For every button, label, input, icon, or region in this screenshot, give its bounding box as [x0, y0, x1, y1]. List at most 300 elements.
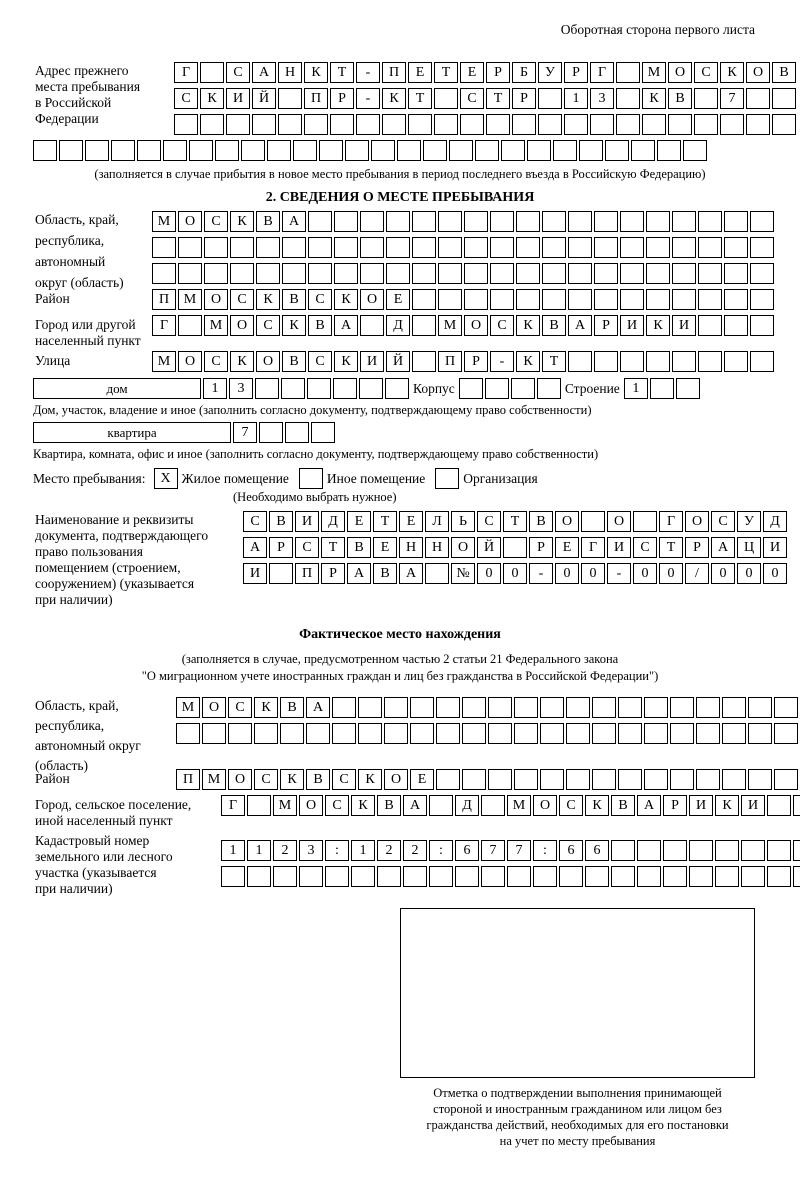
street-cell-7[interactable]: С — [308, 351, 332, 372]
document-cell-3[interactable]: И — [295, 511, 319, 532]
document-cell-20[interactable]: У — [737, 511, 761, 532]
document-cell-16[interactable]: 0 — [633, 563, 657, 584]
document-cell-10[interactable]: 0 — [477, 563, 501, 584]
fact-region-cell-12[interactable] — [462, 723, 486, 744]
cadastre-cell-2[interactable]: 1 — [247, 840, 271, 861]
fact-region-cell-11[interactable] — [436, 723, 460, 744]
prev-address-cell-20[interactable] — [668, 114, 692, 135]
prev-address-cell-8[interactable]: - — [356, 62, 380, 83]
prev-address-cell-10[interactable] — [267, 140, 291, 161]
street-cell-3[interactable]: С — [204, 351, 228, 372]
fact-city-cell-22[interactable] — [767, 795, 791, 816]
prev-address-cell-17[interactable] — [449, 140, 473, 161]
street-cell-5[interactable]: О — [256, 351, 280, 372]
document-cell-12[interactable]: Р — [529, 537, 553, 558]
cadastre-cell-21[interactable] — [741, 866, 765, 887]
document-cell-18[interactable]: / — [685, 563, 709, 584]
prev-address-cell-5[interactable] — [137, 140, 161, 161]
stroenie-cell-3[interactable] — [676, 378, 700, 399]
prev-address-cell-21[interactable]: С — [694, 62, 718, 83]
region-cell-10[interactable] — [386, 237, 410, 258]
fact-region-cell-9[interactable] — [384, 697, 408, 718]
document-cell-12[interactable]: - — [529, 563, 553, 584]
region-cell-24[interactable] — [750, 211, 774, 232]
district-cell-6[interactable]: В — [282, 289, 306, 310]
region-cell-8[interactable] — [334, 211, 358, 232]
prev-address-cell-12[interactable]: Е — [460, 62, 484, 83]
prev-address-cell-25[interactable] — [657, 140, 681, 161]
document-cell-6[interactable]: В — [373, 563, 397, 584]
prev-address-cell-21[interactable] — [553, 140, 577, 161]
street-cell-13[interactable]: Р — [464, 351, 488, 372]
prev-address-cell-16[interactable] — [564, 114, 588, 135]
prev-address-row-2[interactable] — [174, 88, 798, 109]
prev-address-cell-23[interactable] — [746, 114, 770, 135]
document-cell-2[interactable]: Р — [269, 537, 293, 558]
prev-address-cell-15[interactable] — [538, 114, 562, 135]
document-cell-16[interactable] — [633, 511, 657, 532]
section3-region-row-1[interactable] — [176, 697, 800, 718]
region-cell-23[interactable] — [724, 237, 748, 258]
prev-address-cell-2[interactable] — [59, 140, 83, 161]
prev-address-cell-19[interactable]: М — [642, 62, 666, 83]
city-cell-20[interactable]: К — [646, 315, 670, 336]
region-cell-17[interactable] — [568, 211, 592, 232]
district-cell-13[interactable] — [464, 289, 488, 310]
prev-address-cell-5[interactable] — [278, 114, 302, 135]
document-cell-11[interactable]: 0 — [503, 563, 527, 584]
prev-address-cell-7[interactable] — [189, 140, 213, 161]
document-cell-13[interactable]: О — [555, 511, 579, 532]
document-cell-7[interactable]: Н — [399, 537, 423, 558]
street-cell-24[interactable] — [750, 351, 774, 372]
fact-region-cell-18[interactable] — [618, 697, 642, 718]
fact-city-cell-20[interactable]: К — [715, 795, 739, 816]
region-cell-8[interactable] — [334, 237, 358, 258]
fact-city-cell-12[interactable]: М — [507, 795, 531, 816]
fact-region-cell-15[interactable] — [540, 723, 564, 744]
prev-address-cell-8[interactable] — [215, 140, 239, 161]
city-cell-2[interactable] — [178, 315, 202, 336]
section3-city-row[interactable] — [221, 795, 800, 816]
region-cell-12[interactable] — [438, 211, 462, 232]
region-cell-13[interactable] — [464, 211, 488, 232]
document-cell-19[interactable]: А — [711, 537, 735, 558]
fact-region-cell-5[interactable]: В — [280, 697, 304, 718]
document-cell-9[interactable]: О — [451, 537, 475, 558]
district-cell-23[interactable] — [724, 289, 748, 310]
cadastre-cell-22[interactable] — [767, 840, 791, 861]
document-cell-21[interactable]: 0 — [763, 563, 787, 584]
city-cell-3[interactable]: М — [204, 315, 228, 336]
cadastre-cell-14[interactable]: 6 — [559, 840, 583, 861]
fact-district-cell-24[interactable] — [774, 769, 798, 790]
fact-city-cell-6[interactable]: К — [351, 795, 375, 816]
cadastre-cell-7[interactable]: 2 — [377, 840, 401, 861]
fact-city-cell-10[interactable]: Д — [455, 795, 479, 816]
prev-address-cell-3[interactable]: И — [226, 88, 250, 109]
city-cell-18[interactable]: Р — [594, 315, 618, 336]
cadastre-cell-4[interactable] — [299, 866, 323, 887]
region-cell-21[interactable] — [672, 237, 696, 258]
document-cell-19[interactable]: С — [711, 511, 735, 532]
document-cell-7[interactable]: Е — [399, 511, 423, 532]
prev-address-row-4[interactable] — [33, 140, 709, 161]
document-cell-8[interactable]: Л — [425, 511, 449, 532]
region-cell-9[interactable] — [360, 237, 384, 258]
document-cell-3[interactable]: П — [295, 563, 319, 584]
city-cell-14[interactable]: С — [490, 315, 514, 336]
prev-address-cell-13[interactable]: Т — [486, 88, 510, 109]
fact-district-cell-11[interactable] — [436, 769, 460, 790]
document-cell-9[interactable]: № — [451, 563, 475, 584]
prev-address-cell-4[interactable] — [252, 114, 276, 135]
prev-address-cell-7[interactable] — [330, 114, 354, 135]
section2-region-row-2[interactable] — [152, 237, 776, 258]
cadastre-cell-9[interactable] — [429, 866, 453, 887]
region-cell-1[interactable]: М — [152, 211, 176, 232]
city-cell-7[interactable]: В — [308, 315, 332, 336]
region-cell-6[interactable]: А — [282, 211, 306, 232]
region-cell-20[interactable] — [646, 263, 670, 284]
prev-address-cell-13[interactable] — [345, 140, 369, 161]
checkbox-organizaciya[interactable] — [435, 468, 459, 489]
cadastre-cell-3[interactable]: 2 — [273, 840, 297, 861]
document-cell-5[interactable]: Е — [347, 511, 371, 532]
district-cell-3[interactable]: О — [204, 289, 228, 310]
region-cell-3[interactable]: С — [204, 211, 228, 232]
cadastre-cell-8[interactable] — [403, 866, 427, 887]
city-cell-10[interactable]: Д — [386, 315, 410, 336]
region-cell-21[interactable] — [672, 263, 696, 284]
district-cell-2[interactable]: М — [178, 289, 202, 310]
district-cell-9[interactable]: О — [360, 289, 384, 310]
cadastre-cell-20[interactable] — [715, 866, 739, 887]
fact-region-cell-2[interactable] — [202, 723, 226, 744]
cadastre-cell-11[interactable] — [481, 866, 505, 887]
document-cell-4[interactable]: Д — [321, 511, 345, 532]
fact-district-cell-23[interactable] — [748, 769, 772, 790]
document-cell-6[interactable]: Е — [373, 537, 397, 558]
stroenie-values[interactable] — [624, 378, 702, 399]
prev-address-cell-8[interactable]: - — [356, 88, 380, 109]
region-cell-7[interactable] — [308, 263, 332, 284]
region-cell-3[interactable] — [204, 263, 228, 284]
prev-address-cell-12[interactable] — [319, 140, 343, 161]
region-cell-16[interactable] — [542, 263, 566, 284]
street-cell-22[interactable] — [698, 351, 722, 372]
cadastre-cell-20[interactable] — [715, 840, 739, 861]
prev-address-cell-13[interactable] — [486, 114, 510, 135]
fact-district-cell-7[interactable]: С — [332, 769, 356, 790]
prev-address-cell-14[interactable]: Б — [512, 62, 536, 83]
fact-region-cell-20[interactable] — [670, 723, 694, 744]
fact-region-cell-10[interactable] — [410, 697, 434, 718]
section2-region-row-1[interactable] — [152, 211, 776, 232]
street-cell-9[interactable]: И — [360, 351, 384, 372]
district-cell-8[interactable]: К — [334, 289, 358, 310]
prev-address-cell-11[interactable]: Т — [434, 62, 458, 83]
prev-address-cell-2[interactable] — [200, 62, 224, 83]
district-cell-24[interactable] — [750, 289, 774, 310]
house-cell-6[interactable] — [333, 378, 357, 399]
prev-address-cell-23[interactable] — [605, 140, 629, 161]
region-cell-24[interactable] — [750, 263, 774, 284]
fact-city-cell-9[interactable] — [429, 795, 453, 816]
region-cell-20[interactable] — [646, 211, 670, 232]
street-cell-20[interactable] — [646, 351, 670, 372]
region-cell-12[interactable] — [438, 263, 462, 284]
prev-address-cell-15[interactable]: У — [538, 62, 562, 83]
fact-region-cell-23[interactable] — [748, 697, 772, 718]
cadastre-cell-16[interactable] — [611, 840, 635, 861]
city-cell-15[interactable]: К — [516, 315, 540, 336]
cadastre-cell-12[interactable]: 7 — [507, 840, 531, 861]
cadastre-cell-3[interactable] — [273, 866, 297, 887]
region-cell-5[interactable] — [256, 237, 280, 258]
prev-address-cell-11[interactable] — [293, 140, 317, 161]
flat-cell-4[interactable] — [311, 422, 335, 443]
prev-address-cell-13[interactable]: Р — [486, 62, 510, 83]
fact-district-cell-16[interactable] — [566, 769, 590, 790]
fact-city-cell-16[interactable]: В — [611, 795, 635, 816]
prev-address-cell-10[interactable]: Т — [408, 88, 432, 109]
prev-address-cell-6[interactable] — [163, 140, 187, 161]
prev-address-cell-22[interactable]: К — [720, 62, 744, 83]
fact-region-cell-13[interactable] — [488, 723, 512, 744]
document-cell-4[interactable]: Т — [321, 537, 345, 558]
fact-district-cell-8[interactable]: К — [358, 769, 382, 790]
fact-city-cell-23[interactable] — [793, 795, 800, 816]
prev-address-cell-9[interactable]: П — [382, 62, 406, 83]
district-cell-11[interactable] — [412, 289, 436, 310]
prev-address-row-3[interactable] — [174, 114, 798, 135]
region-cell-10[interactable] — [386, 263, 410, 284]
fact-region-cell-16[interactable] — [566, 723, 590, 744]
city-cell-9[interactable] — [360, 315, 384, 336]
prev-address-cell-2[interactable]: К — [200, 88, 224, 109]
document-cell-2[interactable] — [269, 563, 293, 584]
region-cell-6[interactable] — [282, 263, 306, 284]
street-cell-14[interactable]: - — [490, 351, 514, 372]
street-cell-6[interactable]: В — [282, 351, 306, 372]
fact-district-cell-2[interactable]: М — [202, 769, 226, 790]
city-cell-24[interactable] — [750, 315, 774, 336]
fact-region-cell-8[interactable] — [358, 697, 382, 718]
region-cell-16[interactable] — [542, 211, 566, 232]
prev-address-cell-6[interactable]: К — [304, 62, 328, 83]
fact-region-cell-15[interactable] — [540, 697, 564, 718]
document-cell-15[interactable]: И — [607, 537, 631, 558]
document-cell-15[interactable]: - — [607, 563, 631, 584]
fact-region-cell-16[interactable] — [566, 697, 590, 718]
region-cell-24[interactable] — [750, 237, 774, 258]
prev-address-cell-8[interactable] — [356, 114, 380, 135]
cadastre-cell-8[interactable]: 2 — [403, 840, 427, 861]
street-cell-12[interactable]: П — [438, 351, 462, 372]
korpus-cell-2[interactable] — [485, 378, 509, 399]
cadastre-cell-1[interactable]: 1 — [221, 840, 245, 861]
document-cell-17[interactable]: Т — [659, 537, 683, 558]
house-cell-2[interactable]: 3 — [229, 378, 253, 399]
cadastre-cell-14[interactable] — [559, 866, 583, 887]
prev-address-cell-2[interactable] — [200, 114, 224, 135]
district-cell-4[interactable]: С — [230, 289, 254, 310]
prev-address-cell-12[interactable] — [460, 114, 484, 135]
city-cell-17[interactable]: А — [568, 315, 592, 336]
fact-district-cell-4[interactable]: С — [254, 769, 278, 790]
street-cell-4[interactable]: К — [230, 351, 254, 372]
document-cell-10[interactable]: Й — [477, 537, 501, 558]
region-cell-17[interactable] — [568, 237, 592, 258]
prev-address-cell-9[interactable] — [241, 140, 265, 161]
cadastre-cell-23[interactable] — [793, 866, 800, 887]
prev-address-cell-16[interactable] — [423, 140, 447, 161]
district-cell-1[interactable]: П — [152, 289, 176, 310]
korpus-cell-3[interactable] — [511, 378, 535, 399]
city-cell-21[interactable]: И — [672, 315, 696, 336]
document-cell-17[interactable]: Г — [659, 511, 683, 532]
prev-address-cell-15[interactable] — [397, 140, 421, 161]
region-cell-11[interactable] — [412, 263, 436, 284]
city-cell-4[interactable]: О — [230, 315, 254, 336]
prev-address-cell-24[interactable] — [772, 88, 796, 109]
fact-city-cell-21[interactable]: И — [741, 795, 765, 816]
district-cell-12[interactable] — [438, 289, 462, 310]
prev-address-cell-6[interactable]: П — [304, 88, 328, 109]
document-row-1[interactable] — [243, 511, 789, 532]
prev-address-cell-22[interactable]: 7 — [720, 88, 744, 109]
fact-district-cell-12[interactable] — [462, 769, 486, 790]
document-cell-8[interactable] — [425, 563, 449, 584]
prev-address-cell-19[interactable] — [501, 140, 525, 161]
document-cell-2[interactable]: В — [269, 511, 293, 532]
prev-address-cell-17[interactable] — [590, 114, 614, 135]
document-cell-1[interactable]: А — [243, 537, 267, 558]
fact-district-cell-5[interactable]: К — [280, 769, 304, 790]
city-cell-22[interactable] — [698, 315, 722, 336]
fact-district-cell-17[interactable] — [592, 769, 616, 790]
prev-address-cell-26[interactable] — [683, 140, 707, 161]
document-cell-1[interactable]: С — [243, 511, 267, 532]
prev-address-cell-1[interactable]: С — [174, 88, 198, 109]
cadastre-cell-18[interactable] — [663, 840, 687, 861]
fact-city-cell-11[interactable] — [481, 795, 505, 816]
cadastre-cell-21[interactable] — [741, 840, 765, 861]
prev-address-cell-17[interactable]: Г — [590, 62, 614, 83]
prev-address-cell-3[interactable] — [226, 114, 250, 135]
district-cell-14[interactable] — [490, 289, 514, 310]
checkbox-inoe[interactable] — [299, 468, 323, 489]
fact-city-cell-13[interactable]: О — [533, 795, 557, 816]
prev-address-cell-1[interactable]: Г — [174, 62, 198, 83]
region-cell-22[interactable] — [698, 237, 722, 258]
prev-address-cell-20[interactable]: В — [668, 88, 692, 109]
document-cell-9[interactable]: Ь — [451, 511, 475, 532]
prev-address-cell-20[interactable]: О — [668, 62, 692, 83]
cadastre-row-2[interactable] — [221, 866, 800, 887]
fact-region-cell-23[interactable] — [748, 723, 772, 744]
cadastre-cell-4[interactable]: 3 — [299, 840, 323, 861]
document-cell-18[interactable]: О — [685, 511, 709, 532]
region-cell-7[interactable] — [308, 237, 332, 258]
stamp-area[interactable] — [400, 908, 755, 1078]
cadastre-cell-5[interactable]: : — [325, 840, 349, 861]
document-cell-14[interactable]: 0 — [581, 563, 605, 584]
street-cell-15[interactable]: К — [516, 351, 540, 372]
street-cell-23[interactable] — [724, 351, 748, 372]
street-cell-21[interactable] — [672, 351, 696, 372]
prev-address-cell-4[interactable] — [111, 140, 135, 161]
fact-district-cell-20[interactable] — [670, 769, 694, 790]
fact-region-cell-9[interactable] — [384, 723, 408, 744]
prev-address-cell-23[interactable] — [746, 88, 770, 109]
flat-cell-2[interactable] — [259, 422, 283, 443]
prev-address-cell-4[interactable]: Й — [252, 88, 276, 109]
region-cell-15[interactable] — [516, 211, 540, 232]
cadastre-cell-13[interactable]: : — [533, 840, 557, 861]
house-cell-4[interactable] — [281, 378, 305, 399]
city-cell-5[interactable]: С — [256, 315, 280, 336]
fact-city-cell-1[interactable]: Г — [221, 795, 245, 816]
street-cell-2[interactable]: О — [178, 351, 202, 372]
stroenie-cell-1[interactable]: 1 — [624, 378, 648, 399]
cadastre-cell-15[interactable]: 6 — [585, 840, 609, 861]
region-cell-19[interactable] — [620, 237, 644, 258]
region-cell-2[interactable]: О — [178, 211, 202, 232]
city-cell-19[interactable]: И — [620, 315, 644, 336]
region-cell-23[interactable] — [724, 211, 748, 232]
cadastre-cell-10[interactable]: 6 — [455, 840, 479, 861]
fact-region-cell-1[interactable]: М — [176, 697, 200, 718]
cadastre-cell-17[interactable] — [637, 866, 661, 887]
fact-district-cell-22[interactable] — [722, 769, 746, 790]
district-cell-21[interactable] — [672, 289, 696, 310]
document-cell-5[interactable]: В — [347, 537, 371, 558]
district-cell-19[interactable] — [620, 289, 644, 310]
region-cell-11[interactable] — [412, 211, 436, 232]
cadastre-cell-17[interactable] — [637, 840, 661, 861]
prev-address-cell-21[interactable] — [694, 114, 718, 135]
korpus-cell-1[interactable] — [459, 378, 483, 399]
prev-address-cell-10[interactable] — [408, 114, 432, 135]
fact-region-cell-7[interactable] — [332, 723, 356, 744]
document-cell-17[interactable]: 0 — [659, 563, 683, 584]
region-cell-4[interactable]: К — [230, 211, 254, 232]
region-cell-18[interactable] — [594, 263, 618, 284]
street-cell-16[interactable]: Т — [542, 351, 566, 372]
section2-city-row[interactable] — [152, 315, 776, 336]
document-cell-19[interactable]: 0 — [711, 563, 735, 584]
district-cell-7[interactable]: С — [308, 289, 332, 310]
region-cell-17[interactable] — [568, 263, 592, 284]
fact-region-cell-24[interactable] — [774, 723, 798, 744]
section2-district-row[interactable] — [152, 289, 776, 310]
fact-district-cell-10[interactable]: Е — [410, 769, 434, 790]
house-cell-7[interactable] — [359, 378, 383, 399]
fact-city-cell-15[interactable]: К — [585, 795, 609, 816]
fact-city-cell-17[interactable]: А — [637, 795, 661, 816]
prev-address-cell-7[interactable]: Р — [330, 88, 354, 109]
section2-region-row-3[interactable] — [152, 263, 776, 284]
section2-street-row[interactable] — [152, 351, 776, 372]
prev-address-cell-9[interactable] — [382, 114, 406, 135]
cadastre-cell-19[interactable] — [689, 866, 713, 887]
city-cell-12[interactable]: М — [438, 315, 462, 336]
fact-region-cell-18[interactable] — [618, 723, 642, 744]
prev-address-cell-3[interactable]: С — [226, 62, 250, 83]
district-cell-5[interactable]: К — [256, 289, 280, 310]
